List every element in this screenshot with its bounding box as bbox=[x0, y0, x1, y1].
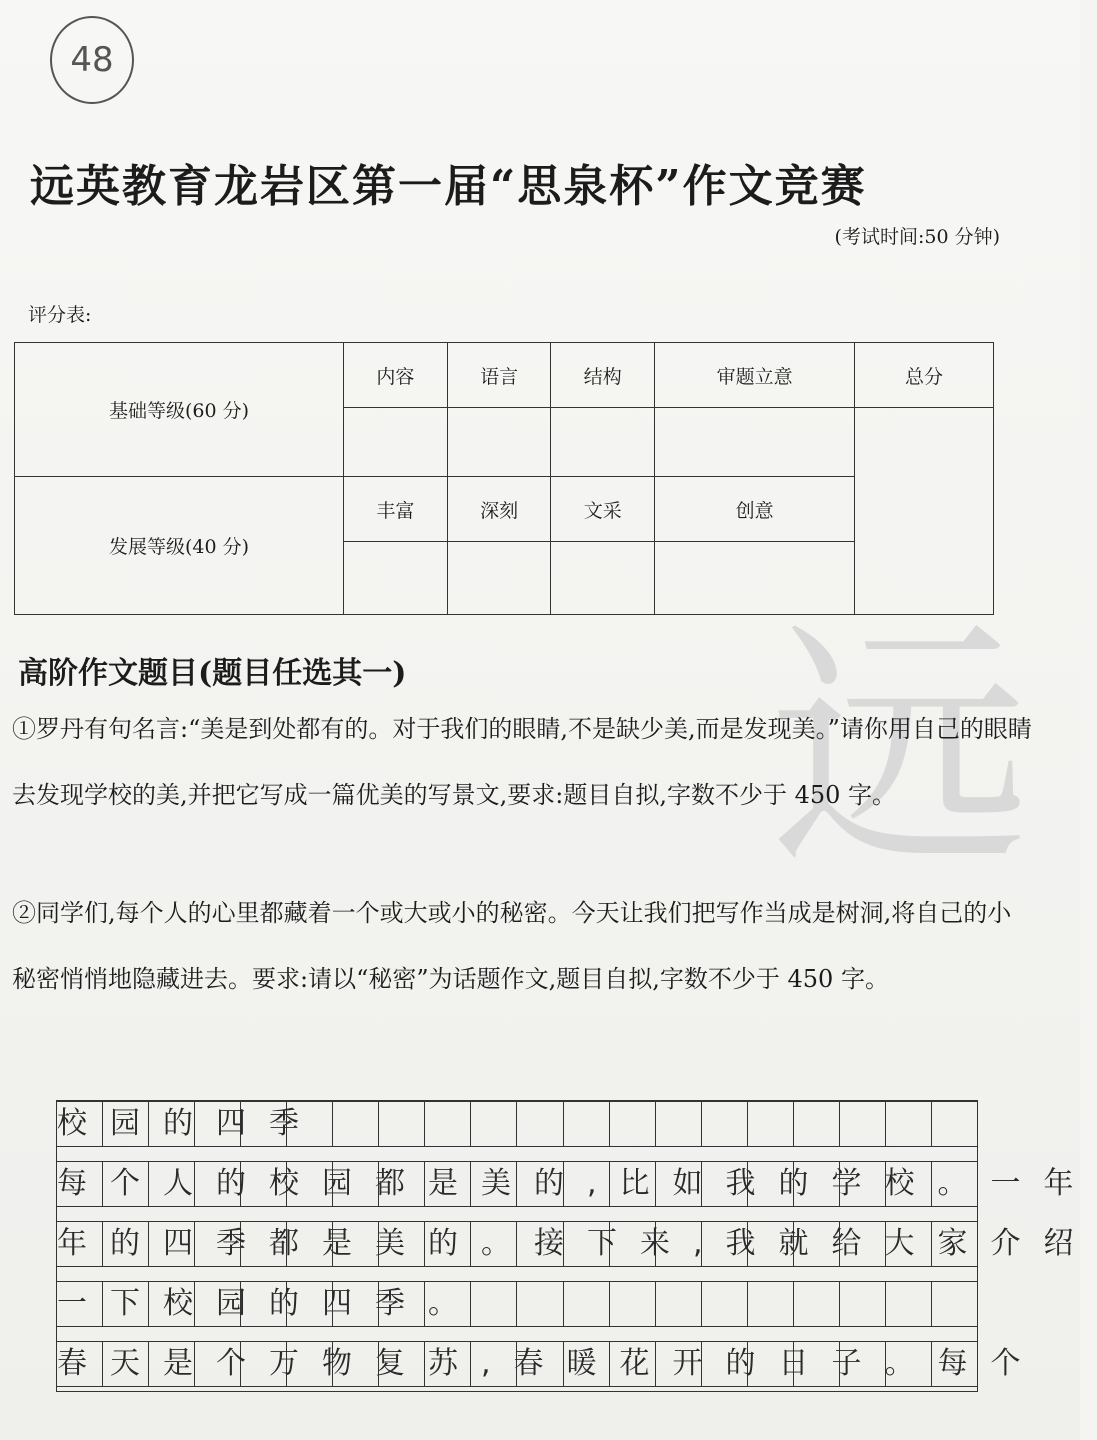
header-theme: 审题立意 bbox=[655, 343, 855, 408]
essay-text: 每个人的校园都是美的,比如我的学校。一年 bbox=[57, 1166, 1097, 1201]
prompt-one: ①罗丹有句名言:“美是到处都有的。对于我们的眼睛,不是缺少美,而是发现美。”请你用自己的眼睛去发现学校的美,并把它写成一篇优美的写景文,要求:题目自拟,字数不少于 450 字。 bbox=[12, 715, 1032, 809]
score-table bbox=[14, 342, 994, 615]
essay-line bbox=[57, 1341, 1044, 1387]
essay-text: 年的四季都是美的。接下来,我就给大家介绍 bbox=[57, 1226, 1097, 1261]
header-content: 内容 bbox=[344, 343, 448, 408]
prompt-two: ②同学们,每个人的心里都藏着一个或大或小的秘密。今天让我们把写作当成是树洞,将自己的小秘密悄悄地隐藏进去。要求:请以“秘密”为话题作文,题目自拟,字数不少于 450 字。 bbox=[12, 899, 1012, 993]
score-cell[interactable] bbox=[551, 542, 655, 615]
header-creativity: 创意 bbox=[655, 477, 855, 542]
header-richness: 丰富 bbox=[344, 477, 448, 542]
essay-line bbox=[57, 1281, 977, 1327]
page-title: 远英教育龙岩区第一届“思泉杯”作文竞赛 bbox=[30, 161, 867, 212]
section-title: 高阶作文题目(题目任选其一) bbox=[18, 656, 407, 691]
header-structure: 结构 bbox=[551, 343, 655, 408]
total-score-cell[interactable] bbox=[855, 408, 994, 615]
score-table-label: 评分表: bbox=[28, 304, 92, 326]
essay-text: 春天是个万物复苏,春暖花开的日子。每个 bbox=[57, 1346, 1044, 1381]
score-cell[interactable] bbox=[344, 542, 448, 615]
score-cell[interactable] bbox=[551, 408, 655, 477]
essay-line bbox=[57, 1221, 1097, 1267]
essay-title: 校园的四季 bbox=[57, 1106, 322, 1141]
score-cell[interactable] bbox=[655, 408, 855, 477]
score-cell[interactable] bbox=[344, 408, 448, 477]
header-literary: 文采 bbox=[551, 477, 655, 542]
total-score-header: 总分 bbox=[855, 343, 994, 408]
essay-grid bbox=[56, 1100, 1097, 1392]
development-level-label: 发展等级(40 分) bbox=[15, 477, 344, 615]
page-number: 48 bbox=[50, 16, 134, 104]
exam-time: (考试时间:50 分钟) bbox=[834, 226, 1000, 248]
score-cell[interactable] bbox=[447, 542, 551, 615]
score-cell[interactable] bbox=[447, 408, 551, 477]
essay-line bbox=[57, 1101, 977, 1147]
basic-level-label: 基础等级(60 分) bbox=[15, 343, 344, 477]
header-depth: 深刻 bbox=[447, 477, 551, 542]
essay-line bbox=[57, 1161, 1097, 1207]
header-language: 语言 bbox=[447, 343, 551, 408]
score-cell[interactable] bbox=[655, 542, 855, 615]
essay-text: 一下校园的四季。 bbox=[57, 1286, 481, 1321]
watermark-calligraphy: 远 bbox=[770, 599, 1030, 901]
